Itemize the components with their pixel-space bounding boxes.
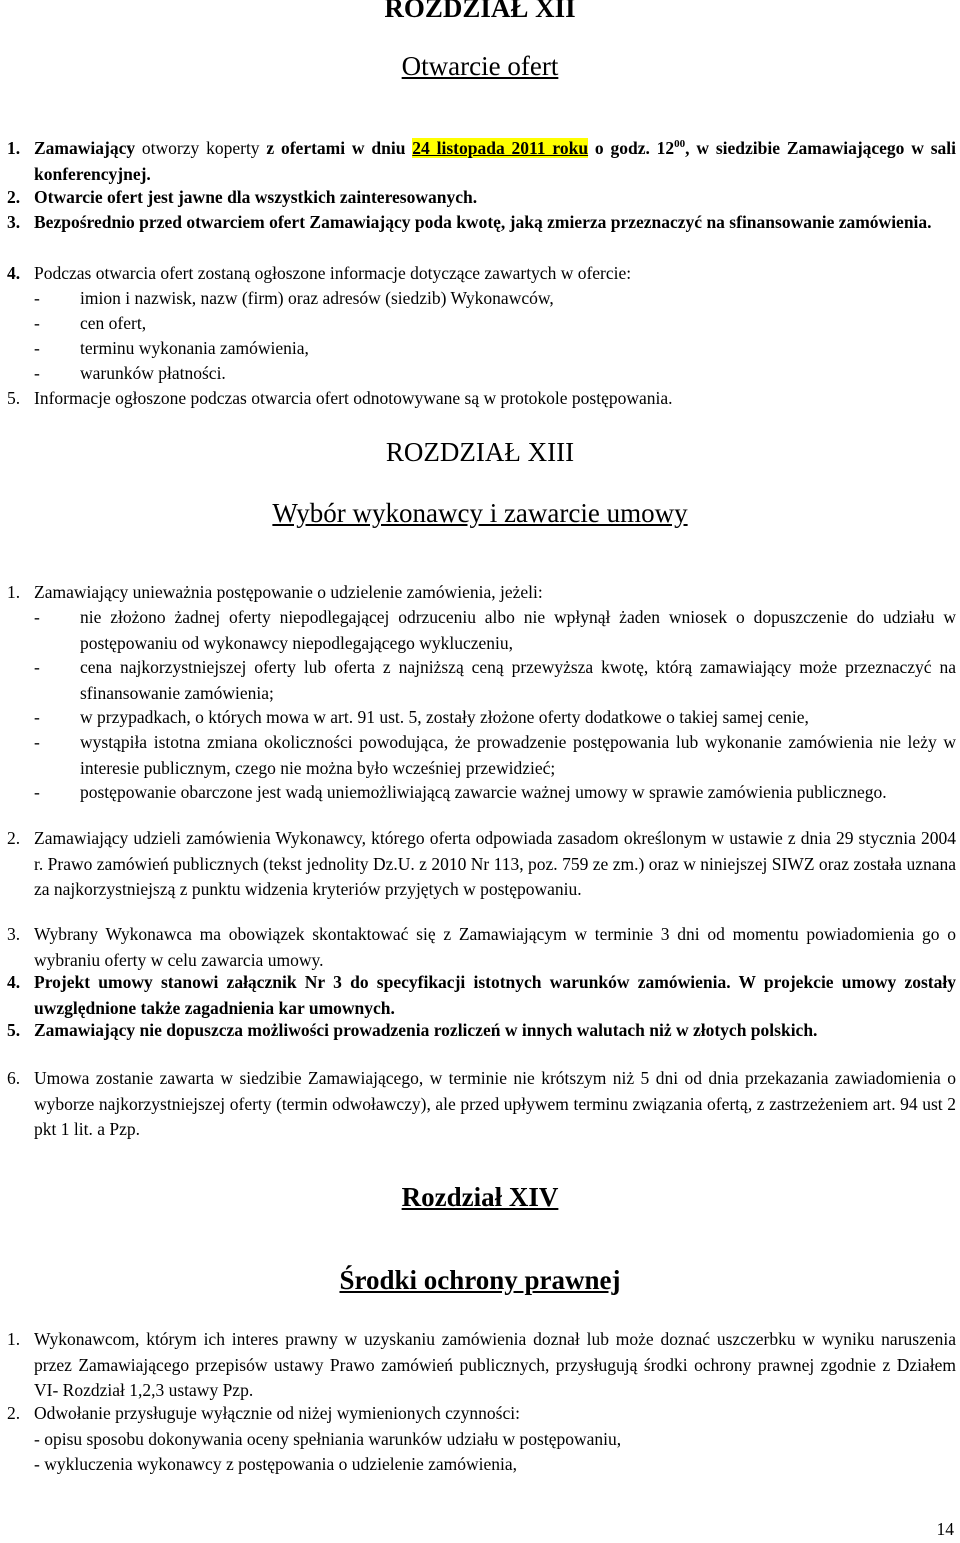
chapter-13-title: ROZDZIAŁ XIII <box>385 437 575 467</box>
ch13-item-4 <box>7 970 956 1021</box>
ch13-item-5 <box>7 1018 956 1044</box>
item-number: 4. <box>7 972 21 992</box>
item-text: Zamawiający unieważnia postępowanie o udzielenie zamówienia, jeżeli: <box>34 582 543 602</box>
ch14-item-1 <box>7 1327 956 1404</box>
item-number: 5. <box>7 1020 21 1040</box>
item-number: 3. <box>7 924 21 944</box>
ch14-item-2 <box>7 1401 956 1478</box>
dash: - <box>34 313 40 333</box>
ch12-item-4 <box>7 261 956 287</box>
ch12-item-1 <box>7 136 956 187</box>
highlighted-date: 24 listopada 2011 roku <box>412 138 589 158</box>
item-text: Zamawiający nie dopuszcza możliwości prowadzenia rozliczeń w innych walutach niż w złotych polskich. <box>34 1020 818 1040</box>
dash: - <box>34 363 40 383</box>
item-number: 1. <box>7 138 21 158</box>
dash: - <box>34 782 40 802</box>
ch12-item-2 <box>7 185 956 211</box>
item-text: otworzy koperty <box>135 138 267 158</box>
dash: - <box>34 607 40 627</box>
item-number: 1. <box>7 1329 21 1349</box>
item-number: 4. <box>7 263 21 283</box>
item-text: Zamawiający <box>34 138 136 158</box>
item-number: 2. <box>7 187 21 207</box>
dash-item: cen ofert, <box>80 313 147 333</box>
ch12-item-3 <box>7 210 956 236</box>
chapter-12-title: ROZDZIAŁ XII <box>384 0 576 23</box>
dash-item: postępowanie obarczone jest wadą uniemożliwiającą zawarcie ważnej umowy w sprawie zamówienia publicznego. <box>80 782 887 802</box>
ch13-item-3 <box>7 922 956 973</box>
dash-item: warunków płatności. <box>80 363 226 383</box>
chapter-14-subtitle: Środki ochrony prawnej <box>339 1265 621 1295</box>
item-text: Umowa zostanie zawarta w siedzibie Zamawiającego, w terminie nie krótszym niż 5 dni od dnia przekazania zawiadomienia o wyborze najkorzystniejszej oferty (termin odwoławczy), ale przed upływem terminu związania ofertą, z zastrzeżeniem art. 94 ust 2 pkt 1 lit. a Pzp. <box>34 1068 956 1139</box>
dash: - <box>34 657 40 677</box>
dash-item: nie złożono żadnej oferty niepodlegającej odrzuceniu albo nie wpłynął żaden wniosek o dopuszczenie do udziału w postępowaniu od wykonawcy niepodlegającego wykluczeniu, <box>80 607 956 653</box>
item-number: 5. <box>7 388 21 408</box>
dash-item: w przypadkach, o których mowa w art. 91 ust. 5, zostały złożone oferty dodatkowe o takiej samej cenie, <box>80 707 809 727</box>
chapter-13-subtitle: Wybór wykonawcy i zawarcie umowy <box>272 498 688 528</box>
item-text: Zamawiający udzieli zamówienia Wykonawcy, którego oferta odpowiada zasadom określonym w ustawie z dnia 29 stycznia 2004 r. Prawo zamówień publicznych (tekst jednolity Dz.U. z 2010 Nr 113, poz. 759 ze zm.) oraz w niniejszej SIWZ oraz została uznana za najkorzystniejszą z punktu widzenia kryteriów przyjętych w postępowaniu. <box>34 828 956 899</box>
item-text: Bezpośrednio przed otwarciem ofert Zamawiający poda kwotę, jaką zmierza przeznaczyć na sfinansowanie zamówienia. <box>34 212 932 232</box>
dash: - <box>34 338 40 358</box>
item-text: Otwarcie ofert jest jawne dla wszystkich zainteresowanych. <box>34 187 478 207</box>
item-text: , w siedzibie Zamawiającego w sali konferencyjnej. <box>34 138 957 184</box>
item-number: 2. <box>7 828 21 848</box>
item-text: Informacje ogłoszone podczas otwarcia ofert odnotowywane są w protokole postępowania. <box>34 388 673 408</box>
item-text: Wybrany Wykonawca ma obowiązek skontaktować się z Zamawiającym w terminie 3 dni od momentu powiadomienia go o wybraniu oferty w celu zawarcia umowy. <box>34 924 956 970</box>
item-text: z ofertami w dniu <box>266 138 413 158</box>
item-text: o godz. 12 <box>588 138 675 158</box>
dash-item: terminu wykonania zamówienia, <box>80 338 309 358</box>
chapter-12-subtitle: Otwarcie ofert <box>401 51 559 81</box>
chapter-14-title: Rozdział XIV <box>401 1182 559 1212</box>
ch13-item-2 <box>7 826 956 903</box>
time-superscript: 00 <box>674 138 686 151</box>
item-text: Podczas otwarcia ofert zostaną ogłoszone informacje dotyczące zawartych w ofercie: <box>34 263 632 283</box>
item-text: Projekt umowy stanowi załącznik Nr 3 do specyfikacji istotnych warunków zamówienia. W projekcie umowy zostały uwzględnione także zagadnienia kar umownych. <box>34 972 956 1018</box>
item-number: 6. <box>7 1068 21 1088</box>
item-number: 1. <box>7 582 21 602</box>
dash-item: imion i nazwisk, nazw (firm) oraz adresów (siedzib) Wykonawców, <box>80 288 554 308</box>
ch13-item-1 <box>7 580 956 606</box>
dash: - <box>34 732 40 752</box>
item-number: 3. <box>7 212 21 232</box>
item-text: Odwołanie przysługuje wyłącznie od niżej wymienionych czynności: <box>34 1403 520 1423</box>
item-number: 2. <box>7 1403 21 1423</box>
ch12-item-5 <box>7 386 956 412</box>
item-text: Wykonawcom, którym ich interes prawny w uzyskaniu zamówienia doznał lub może doznać uszczerbku w wyniku naruszenia przez Zamawiającego przepisów ustawy Prawo zamówień publicznych, przysługują środki ochrony prawnej zgodnie z Działem VI- Rozdział 1,2,3 ustawy Pzp. <box>34 1329 956 1400</box>
dash: - <box>34 707 40 727</box>
ch13-item-6 <box>7 1066 956 1143</box>
dash-item: cena najkorzystniejszej oferty lub oferta z najniższą ceną przewyższa kwotę, którą zamawiający może przeznaczyć na sfinansowanie zamówienia; <box>80 657 956 703</box>
page-number: 14 <box>936 1519 954 1539</box>
list-line: - wykluczenia wykonawcy z postępowania o udzielenie zamówienia, <box>34 1454 518 1474</box>
list-line: - opisu sposobu dokonywania oceny spełniania warunków udziału w postępowaniu, <box>34 1428 622 1449</box>
dash-item: wystąpiła istotna zmiana okoliczności powodująca, że prowadzenie postępowania lub wykonanie zamówienia nie leży w interesie publicznym, czego nie można było wcześniej przewidzieć; <box>80 732 956 778</box>
dash: - <box>34 288 40 308</box>
